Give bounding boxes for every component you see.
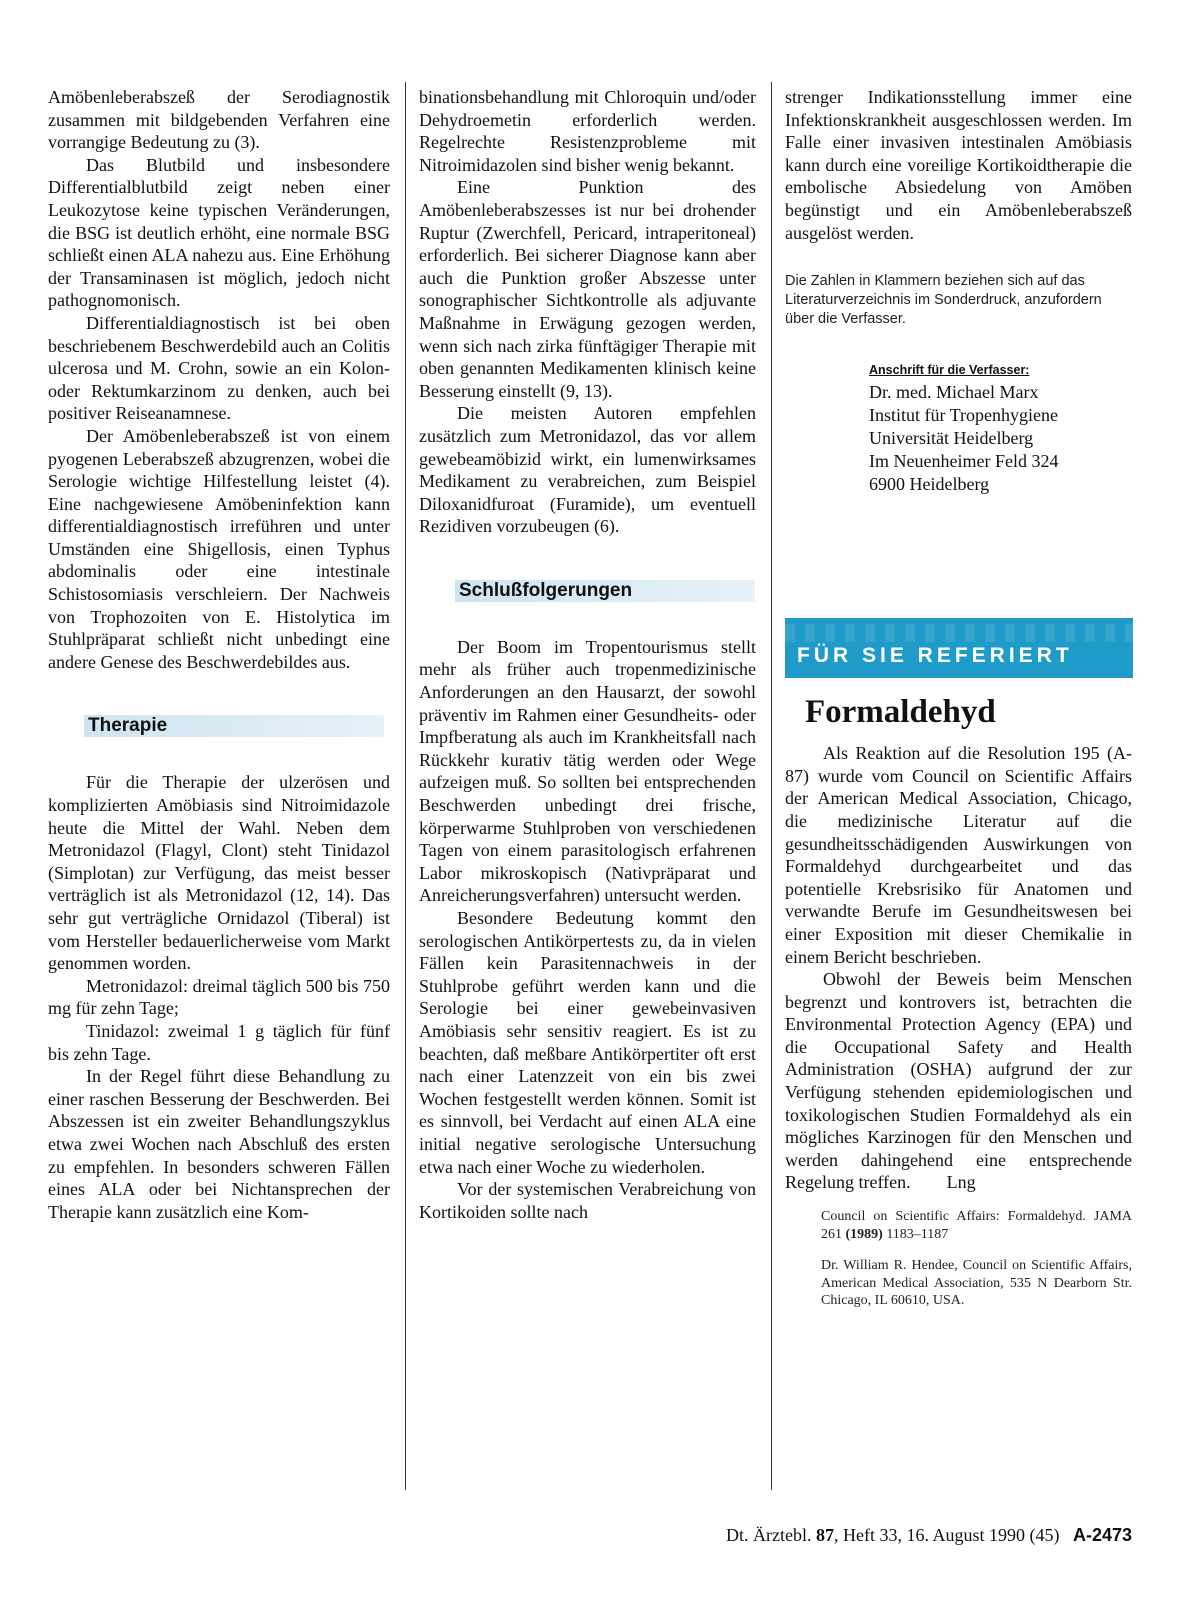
paragraph: binationsbehandlung mit Chloroquin und/oder Dehydroemetin erforderlich werden. Regelrechte Resistenzprobleme mit Nitroimidazolen sind bisher wenig bekannt. [419,87,756,175]
footer-journal: Dt. Ärztebl. [725,1525,816,1545]
banner-stripes [785,624,1133,642]
paragraph: Differentialdiagnostisch ist bei oben beschriebenem Beschwerdebild auch an Colitis ulcerosa und M. Crohn, sowie an ein Kolon- oder Rektumkarzinom zu denken, auch bei positiver Reiseanamnese. [48,312,390,424]
address-line: Universität Heidelberg [869,428,1034,449]
column-1 [48,86,390,1223]
section-heading-label: Schlußfolgerungen [459,579,633,601]
paragraph: Besondere Bedeutung kommt den serologischen Antikörpertests zu, da in vielen Fällen kein Parasitennachweis in der Stuhlprobe geführt werden kann und die Serologie bei einer gewebeinvasiven Amöbiasis sehr sensitiv reagiert. Es ist zu beachten, daß meßbare Antikörpertiter oft erst nach einer Latenzzeit von ein bis zwei Wochen festgestellt werden können. Somit ist es sinnvoll, bei Verdacht auf einen ALA eine initial negative serologische Untersuchung etwa nach einer Woche zu wiederholen. [419,908,756,1177]
paragraph: Der Amöbenleberabszeß ist von einem pyogenen Leberabszeß abzugrenzen, wobei die Serologie wichtige Hilfestellung leistet (4). Eine nachgewiesene Amöbeninfektion kann differentialdiagnostisch irreführen und unter Umständen eine Shigellosis, einen Typhus abdominalis oder eine intestinale Schistosomiasis verschleiern. Der Nachweis von Trophozoiten von E. Histolytica im Stuhlpräparat schließt nicht unbedingt eine andere Genese des Beschwerdebildes aus. [48,425,390,672]
author-address [869,363,1132,496]
paragraph: Als Reaktion auf die Resolution 195 (A-87) wurde vom Council on Scientific Affairs der American Medical Association, Chicago, die medizinische Literatur auf die gesundheitsschädigenden Auswirkungen von Formaldehyd durchgearbeitet und das potentielle Krebsrisiko für Anatomen und verwandte Berufe im Gesundheitswesen bei einer Exposition mit dieser Chemikalie in einem Bericht beschrieben. [785,743,1132,967]
paragraph: Das Blutbild und insbesondere Differentialblutbild zeigt neben einer Leukozytose keine typischen Veränderungen, die BSG ist deutlich erhöht, eine normale BSG schließt einen ALA nahezu aus. Eine Erhöhung der Transaminasen ist möglich, jedoch nicht pathognomonisch. [48,154,390,311]
article-title: Formaldehyd [805,694,996,731]
section-heading-therapie [48,713,390,739]
paragraph: Tinidazol: zweimal 1 g täglich für fünf bis zehn Tage. [48,1020,390,1064]
reference-note: Die Zahlen in Klammern beziehen sich auf das Literaturverzeichnis im Sonderdruck, anzufordern über die Verfasser. [785,273,1102,328]
citation-year: (1989) [845,1226,883,1242]
author-signature: Lng [946,1172,976,1193]
column-rule-left [405,82,406,1490]
paragraph: Die meisten Autoren empfehlen zusätzlich zum Metronidazol, das vor allem gewebeamöbizid wirkt, ein lumenwirksames Medikament zu verabreichen, zum Beispiel Diloxanidfuroat (Furamide), um eventuell Rezidiven vorzubeugen (6). [419,403,756,537]
footer-volume: 87 [815,1525,834,1545]
paragraph: Metronidazol: dreimal täglich 500 bis 750 mg für zehn Tage; [48,975,390,1019]
citation [821,1208,1132,1243]
address-line: 6900 Heidelberg [869,474,990,495]
paragraph: Der Boom im Tropentourismus stellt mehr als früher auch tropenmedizinische Anforderungen an den Hausarzt, der sowohl präventiv im Rahmen einer Gesundheits- oder Impfberatung als auch im Krankheitsfall nach Rückkehr kurativ tätig werden oder Wege aufzeigen muß. So sollten bei entsprechenden Beschwerden unbedingt drei frische, körperwarme Stuhlproben von verschiedenen Tagen von einem parasitologisch erfahrenen Labor mikroskopisch (Nativpräparat und Anreicherungsverfahren) untersucht werden. [419,636,756,906]
citation-pages: 1183–1187 [882,1226,949,1242]
section-banner [785,618,1133,678]
paragraph-text: Obwohl der Beweis beim Menschen begrenzt und kontrovers ist, betrachten die Environmental Protection Agency (EPA) und die Occupational Safety and Health Administration (OSHA) aufgrund der zur Verfügung stehenden epidemiologischen und toxikologischen Studien Formaldehyd als ein mögliches Karzinogen für den Menschen und werden dahingehend eine entsprechende Regelung treffen. [785,969,1132,1193]
column-rule-right [771,82,772,1490]
section-heading-schlussfolgerungen [419,578,756,604]
paragraph: In der Regel führt diese Behandlung zu einer raschen Besserung der Beschwerden. Bei Abszessen ist ein zweiter Behandlungszyklus etwa zwei Wochen nach Abschluß des ersten zu empfehlen. In besonders schweren Fällen eines ALA oder bei Nichtansprechen der Therapie kann zusätzlich eine Kom- [48,1066,390,1222]
column-3 [785,86,1132,1310]
footer-page-number: A-2473 [1072,1525,1132,1545]
citation-address: Dr. William R. Hendee, Council on Scientific Affairs, American Medical Association, 535 N Dearborn Str. Chicago, IL 60610, USA. [821,1258,1132,1309]
paragraph [785,968,1132,1194]
footer-issue: , Heft 33, 16. August 1990 (45) [833,1525,1060,1545]
section-heading-label: Therapie [88,715,168,737]
citation-text: Council on Scientific Affairs: Formaldehyd. JAMA 261 [821,1209,1132,1242]
address-line: Dr. med. Michael Marx [869,382,1039,403]
paragraph: strenger Indikationsstellung immer eine Infektionskrankheit ausgeschlossen werden. Im Falle einer invasiven intestinalen Amöbiasis kann durch eine voreilige Kortikoidtherapie die embolische Absiedelung von Amöben begünstigt und ein Amöbenleberabszeß ausgelöst werden. [785,87,1132,243]
address-heading: Anschrift für die Verfasser: [869,363,1030,378]
column-2 [419,86,756,1223]
page-footer [726,1525,1132,1546]
address-line: Im Neuenheimer Feld 324 [869,451,1059,472]
paragraph: Amöbenleberabszeß der Serodiagnostik zusammen mit bildgebenden Verfahren eine vorrangige Bedeutung zu (3). [48,87,390,153]
paragraph: Eine Punktion des Amöbenleberabszesses ist nur bei drohender Ruptur (Zwerchfell, Pericard, intraperitoneal) erforderlich. Bei sicherer Diagnose kann aber auch die Punktion großer Abszesse unter sonographischer Sichtkontrolle als adjuvante Maßnahme in Erwägung gezogen werden, wenn sich nach zirka fünftägiger Therapie mit oben genannten Medikamenten klinisch keine Besserung einstellt (9, 13). [419,177,756,401]
address-line: Institut für Tropenhygiene [869,405,1058,426]
paragraph: Für die Therapie der ulzerösen und komplizierten Amöbiasis sind Nitroimidazole heute die Mittel der Wahl. Neben dem Metronidazol (Flagyl, Clont) steht Tinidazol (Simplotan) zur Verfügung, das meist besser verträglich ist als Metronidazol (12, 14). Das sehr gut verträgliche Ornidazol (Tiberal) ist vom Hersteller bedauerlicherweise vom Markt genommen worden. [48,772,390,974]
banner-label: FÜR SIE REFERIERT [797,644,1073,668]
paragraph: Vor der systemischen Verabreichung von Kortikoiden sollte nach [419,1179,756,1222]
